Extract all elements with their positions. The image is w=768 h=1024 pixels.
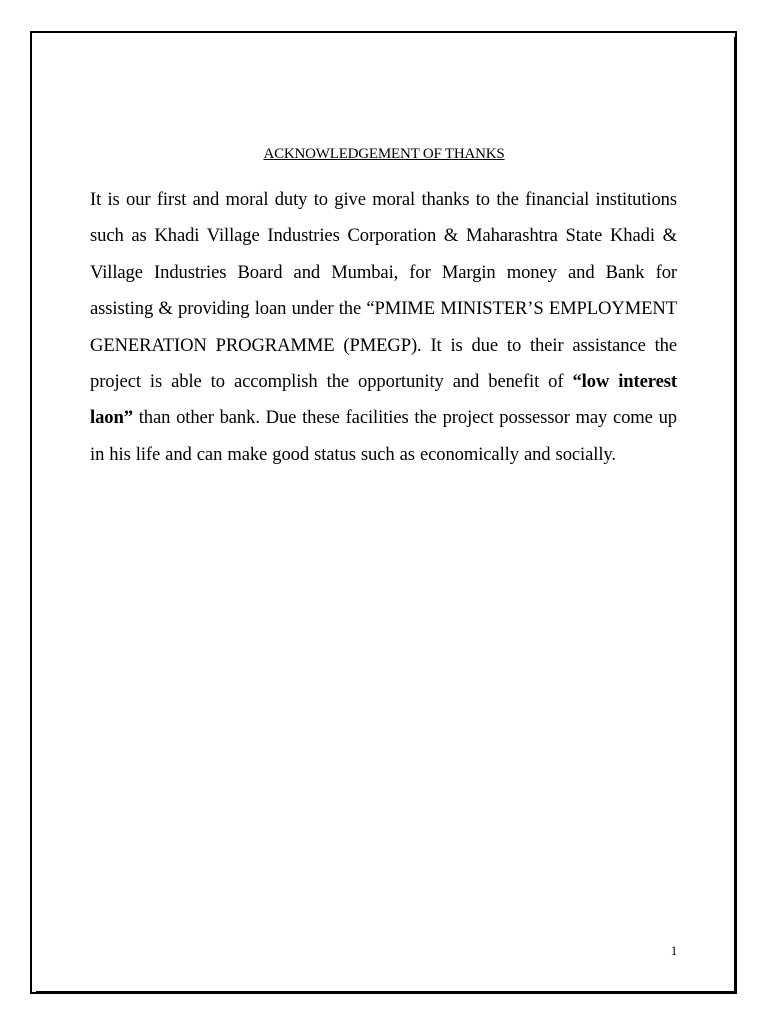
paragraph-text-end: than other bank. Due these facilities the project possessor may come up in his life and can make good status such as economically and socially. [90,407,677,465]
paragraph-text-start: It is our first and moral duty to give moral thanks to the financial institutions such as Khadi Village Industries Corporation & Maharashtra State Khadi & Village Industries Board and Mumbai, for Margin money and Bank for assisting & providing loan under the “PMIME MINISTER’S EMPLOYMENT GENERATION PROGRAMME (PMEGP). It is due to their assistance the project is able to accomplish the opportunity and benefit of [90,189,677,393]
acknowledgement-paragraph [90,182,677,473]
page-number: 1 [670,943,678,958]
document-heading: ACKNOWLEDGEMENT OF THANKS [263,146,505,162]
page-border-inner [36,37,735,992]
paragraph-emphasis: “low interest laon” [90,371,677,429]
